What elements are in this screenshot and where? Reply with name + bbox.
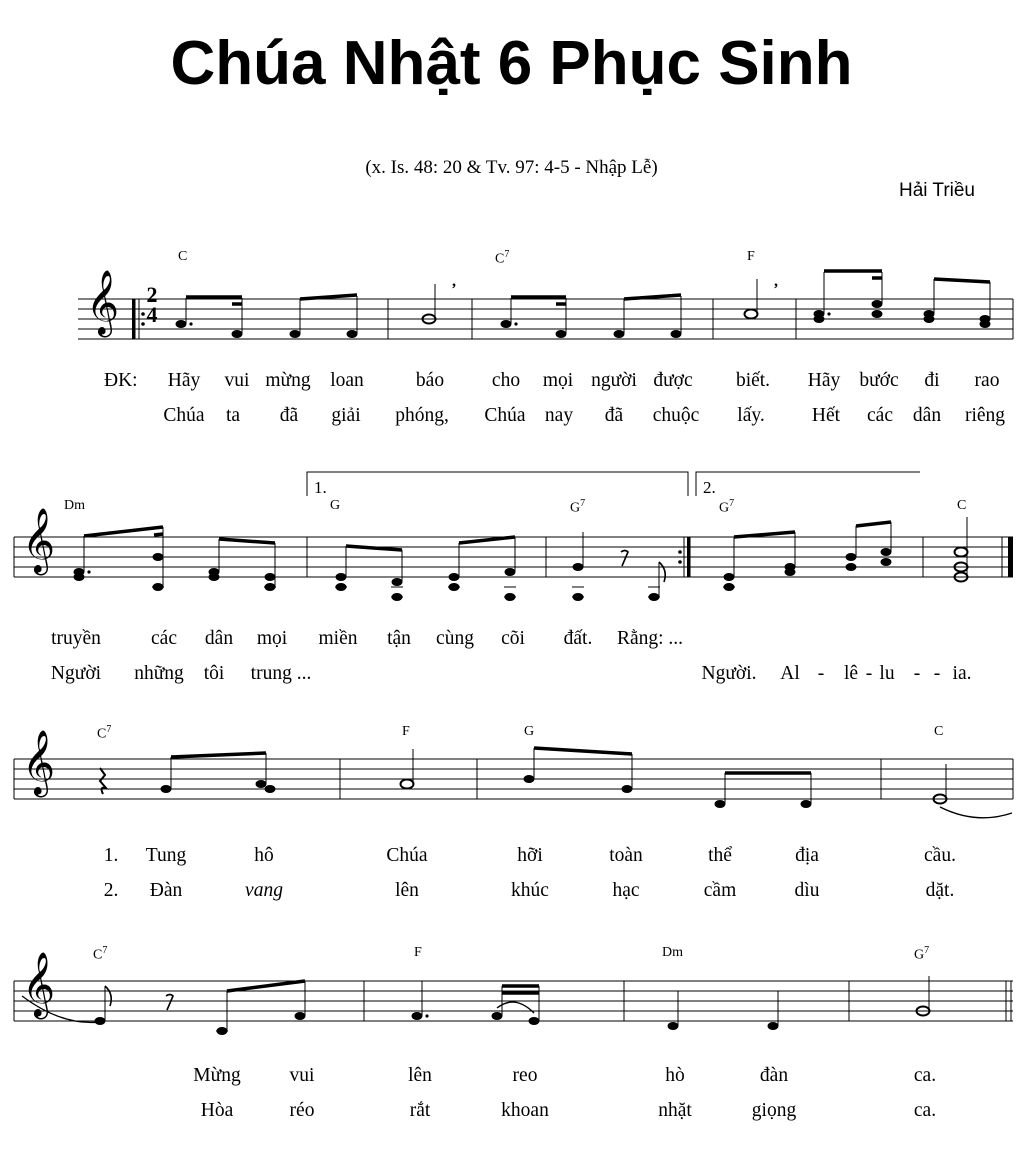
lyric-syllable: hỡi <box>517 845 543 866</box>
lyric-syllable: rắt <box>409 1100 431 1121</box>
lyric-syllable: trung ... <box>250 663 312 684</box>
lyric-hyphen: - <box>817 663 825 684</box>
volta-brackets <box>307 472 920 496</box>
verse-number: 1. <box>103 845 119 866</box>
volta-label-second: 2. <box>703 478 716 497</box>
eighth-rest-icon <box>166 995 173 1011</box>
lyric-hyphen: - <box>913 663 921 684</box>
svg-text:,: , <box>452 273 456 290</box>
lyric-syllable: các <box>867 405 893 426</box>
lyric-syllable: tôi <box>203 663 225 684</box>
lyric-syllable: cầm <box>703 880 737 901</box>
lyric-syllable: lên <box>395 880 419 901</box>
chord-label: Dm <box>662 945 683 960</box>
chord-label: C <box>178 249 188 264</box>
lyric-syllable: mọi <box>256 628 288 649</box>
lyric-syllable: đã <box>604 405 624 426</box>
lyric-syllable: Chúa <box>386 845 428 866</box>
lyric-syllable: ia. <box>952 663 972 684</box>
lyric-syllable: mừng <box>265 370 311 391</box>
lyric-syllable: hạc <box>612 880 640 901</box>
quarter-rest-icon <box>100 768 106 794</box>
lyric-syllable: hò <box>665 1065 685 1086</box>
verse-number: 2. <box>103 880 119 901</box>
lyric-syllable: riêng <box>964 405 1006 426</box>
chord-label: F <box>402 724 410 739</box>
lyric-syllable: dân <box>204 628 234 649</box>
chord-extension: 7 <box>102 945 108 956</box>
chord-label: C <box>934 724 944 739</box>
chord-label: $C^7$ <box>93 945 108 963</box>
lyric-syllable: ca. <box>913 1100 937 1121</box>
lyric-syllable: đi <box>924 370 940 391</box>
lyric-syllable: Hãy <box>807 370 841 391</box>
lyric-syllable: truyền <box>51 628 101 649</box>
lyric-syllable: ca. <box>913 1065 937 1086</box>
lyric-syllable: báo <box>415 370 445 391</box>
lyric-syllable: Người. <box>701 663 757 684</box>
treble-clef-icon: 𝄞 <box>86 270 120 335</box>
chord-label: $G^7$ <box>719 498 735 516</box>
repeat-start-thick-bar <box>132 299 136 339</box>
scripture-reference: (x. Is. 48: 20 & Tv. 97: 4-5 - Nhập Lễ) <box>365 157 658 178</box>
lyric-syllable: rao <box>974 370 1000 391</box>
lyric-syllable: vang <box>245 880 283 901</box>
lyric-syllable: vui <box>289 1065 315 1086</box>
lyric-syllable: ta <box>225 405 241 426</box>
lyric-syllable: được <box>653 370 693 391</box>
lyric-syllable: tận <box>387 628 411 649</box>
chord-extension: 7 <box>729 498 735 509</box>
chord-extension: 7 <box>580 498 586 509</box>
slur-curve <box>497 1002 534 1013</box>
lyric-syllable: đã <box>279 405 299 426</box>
lyric-syllable: lu <box>879 663 895 684</box>
lyric-syllable: reo <box>512 1065 538 1086</box>
volta-label-first: 1. <box>314 478 327 497</box>
eighth-rest-icon <box>621 551 628 567</box>
lyric-syllable: vui <box>224 370 250 391</box>
lyric-syllable: dân <box>912 405 942 426</box>
lyric-syllable: cùng <box>436 628 474 649</box>
lyric-syllable: phóng, <box>395 405 449 426</box>
lyric-syllable: nhặt <box>658 1100 692 1121</box>
chord-extension: 7 <box>106 724 112 735</box>
time-signature <box>145 282 159 327</box>
lyric-syllable: địa <box>795 845 819 866</box>
lyric-hyphen: - <box>933 663 941 684</box>
lyric-syllable: giọng <box>751 1100 797 1121</box>
final-barline <box>1008 537 1013 577</box>
chord-label: Dm <box>64 498 85 513</box>
chord-label: $G^7$ <box>570 498 586 516</box>
lyric-label: ĐK: <box>104 370 138 391</box>
lyric-syllable: Chúa <box>484 405 526 426</box>
repeat-end-thick-bar <box>687 537 691 577</box>
lyric-syllable: giải <box>331 405 361 426</box>
lyric-syllable: toàn <box>609 845 643 866</box>
lyric-syllable: cầu. <box>924 845 956 866</box>
chord-label: G <box>330 498 341 513</box>
lyric-syllable: Người <box>50 663 102 684</box>
lyric-syllable: những <box>134 663 184 684</box>
lyric-syllable: Al <box>780 663 800 684</box>
lyric-syllable: lấy. <box>737 405 765 426</box>
lyric-syllable: réo <box>289 1100 315 1121</box>
lyric-syllable: Chúa <box>163 405 205 426</box>
treble-clef-icon: 𝄞 <box>22 508 56 573</box>
chord-label: $G^7$ <box>914 945 930 963</box>
lyric-syllable: mọi <box>542 370 574 391</box>
lyric-syllable: cho <box>491 370 521 391</box>
treble-clef-icon: 𝄞 <box>22 730 56 795</box>
lyric-syllable: dặt. <box>925 880 955 901</box>
chord-label: $C^7$ <box>495 249 510 267</box>
chord-label: $C^7$ <box>97 724 112 742</box>
song-title: Chúa Nhật 6 Phục Sinh <box>170 29 853 98</box>
lyric-syllable: bước <box>859 370 899 391</box>
composer-name: Hải Triều <box>898 180 975 201</box>
lyric-syllable: chuộc <box>652 405 700 426</box>
lyric-syllable: các <box>151 628 177 649</box>
chord-extension: 7 <box>504 249 510 260</box>
tie-curve <box>940 807 1012 818</box>
treble-clef-icon: 𝄞 <box>22 952 56 1017</box>
lyric-syllable: Đàn <box>149 880 183 901</box>
lyric-syllable: Hết <box>811 405 841 426</box>
lyric-syllable: nay <box>544 405 574 426</box>
lyric-syllable: cõi <box>501 628 525 649</box>
lyric-syllable: đất. <box>563 628 593 649</box>
chord-label: G <box>524 724 535 739</box>
lyric-syllable: biết. <box>735 370 771 391</box>
chord-label: F <box>747 249 755 264</box>
chord-extension: 7 <box>924 945 930 956</box>
lyric-syllable: hô <box>254 845 274 866</box>
lyric-hyphen: - <box>865 663 873 684</box>
lyric-syllable: người <box>591 370 637 391</box>
lyric-syllable: Tung <box>145 845 187 866</box>
svg-text:,: , <box>774 273 778 290</box>
lyric-syllable: Hòa <box>200 1100 234 1121</box>
lyric-syllable: loan <box>330 370 364 391</box>
lyric-syllable: đàn <box>759 1065 789 1086</box>
lyric-syllable: lê <box>843 663 859 684</box>
lyric-syllable: Mừng <box>193 1065 241 1086</box>
lyric-syllable: lên <box>408 1065 432 1086</box>
lyric-syllable: dìu <box>794 880 820 901</box>
lyric-syllable: khúc <box>511 880 549 901</box>
chord-label: F <box>414 945 422 960</box>
lyric-syllable: thể <box>708 845 732 866</box>
lyric-syllable: khoan <box>501 1100 549 1121</box>
lyric-syllable: Hãy <box>167 370 201 391</box>
time-signature-top: 2 <box>146 282 158 307</box>
chord-label: C <box>957 498 967 513</box>
lyric-syllable: miền <box>318 628 358 649</box>
time-signature-bottom: 4 <box>146 302 158 327</box>
lyric-syllable: Rằng: ... <box>616 628 684 649</box>
